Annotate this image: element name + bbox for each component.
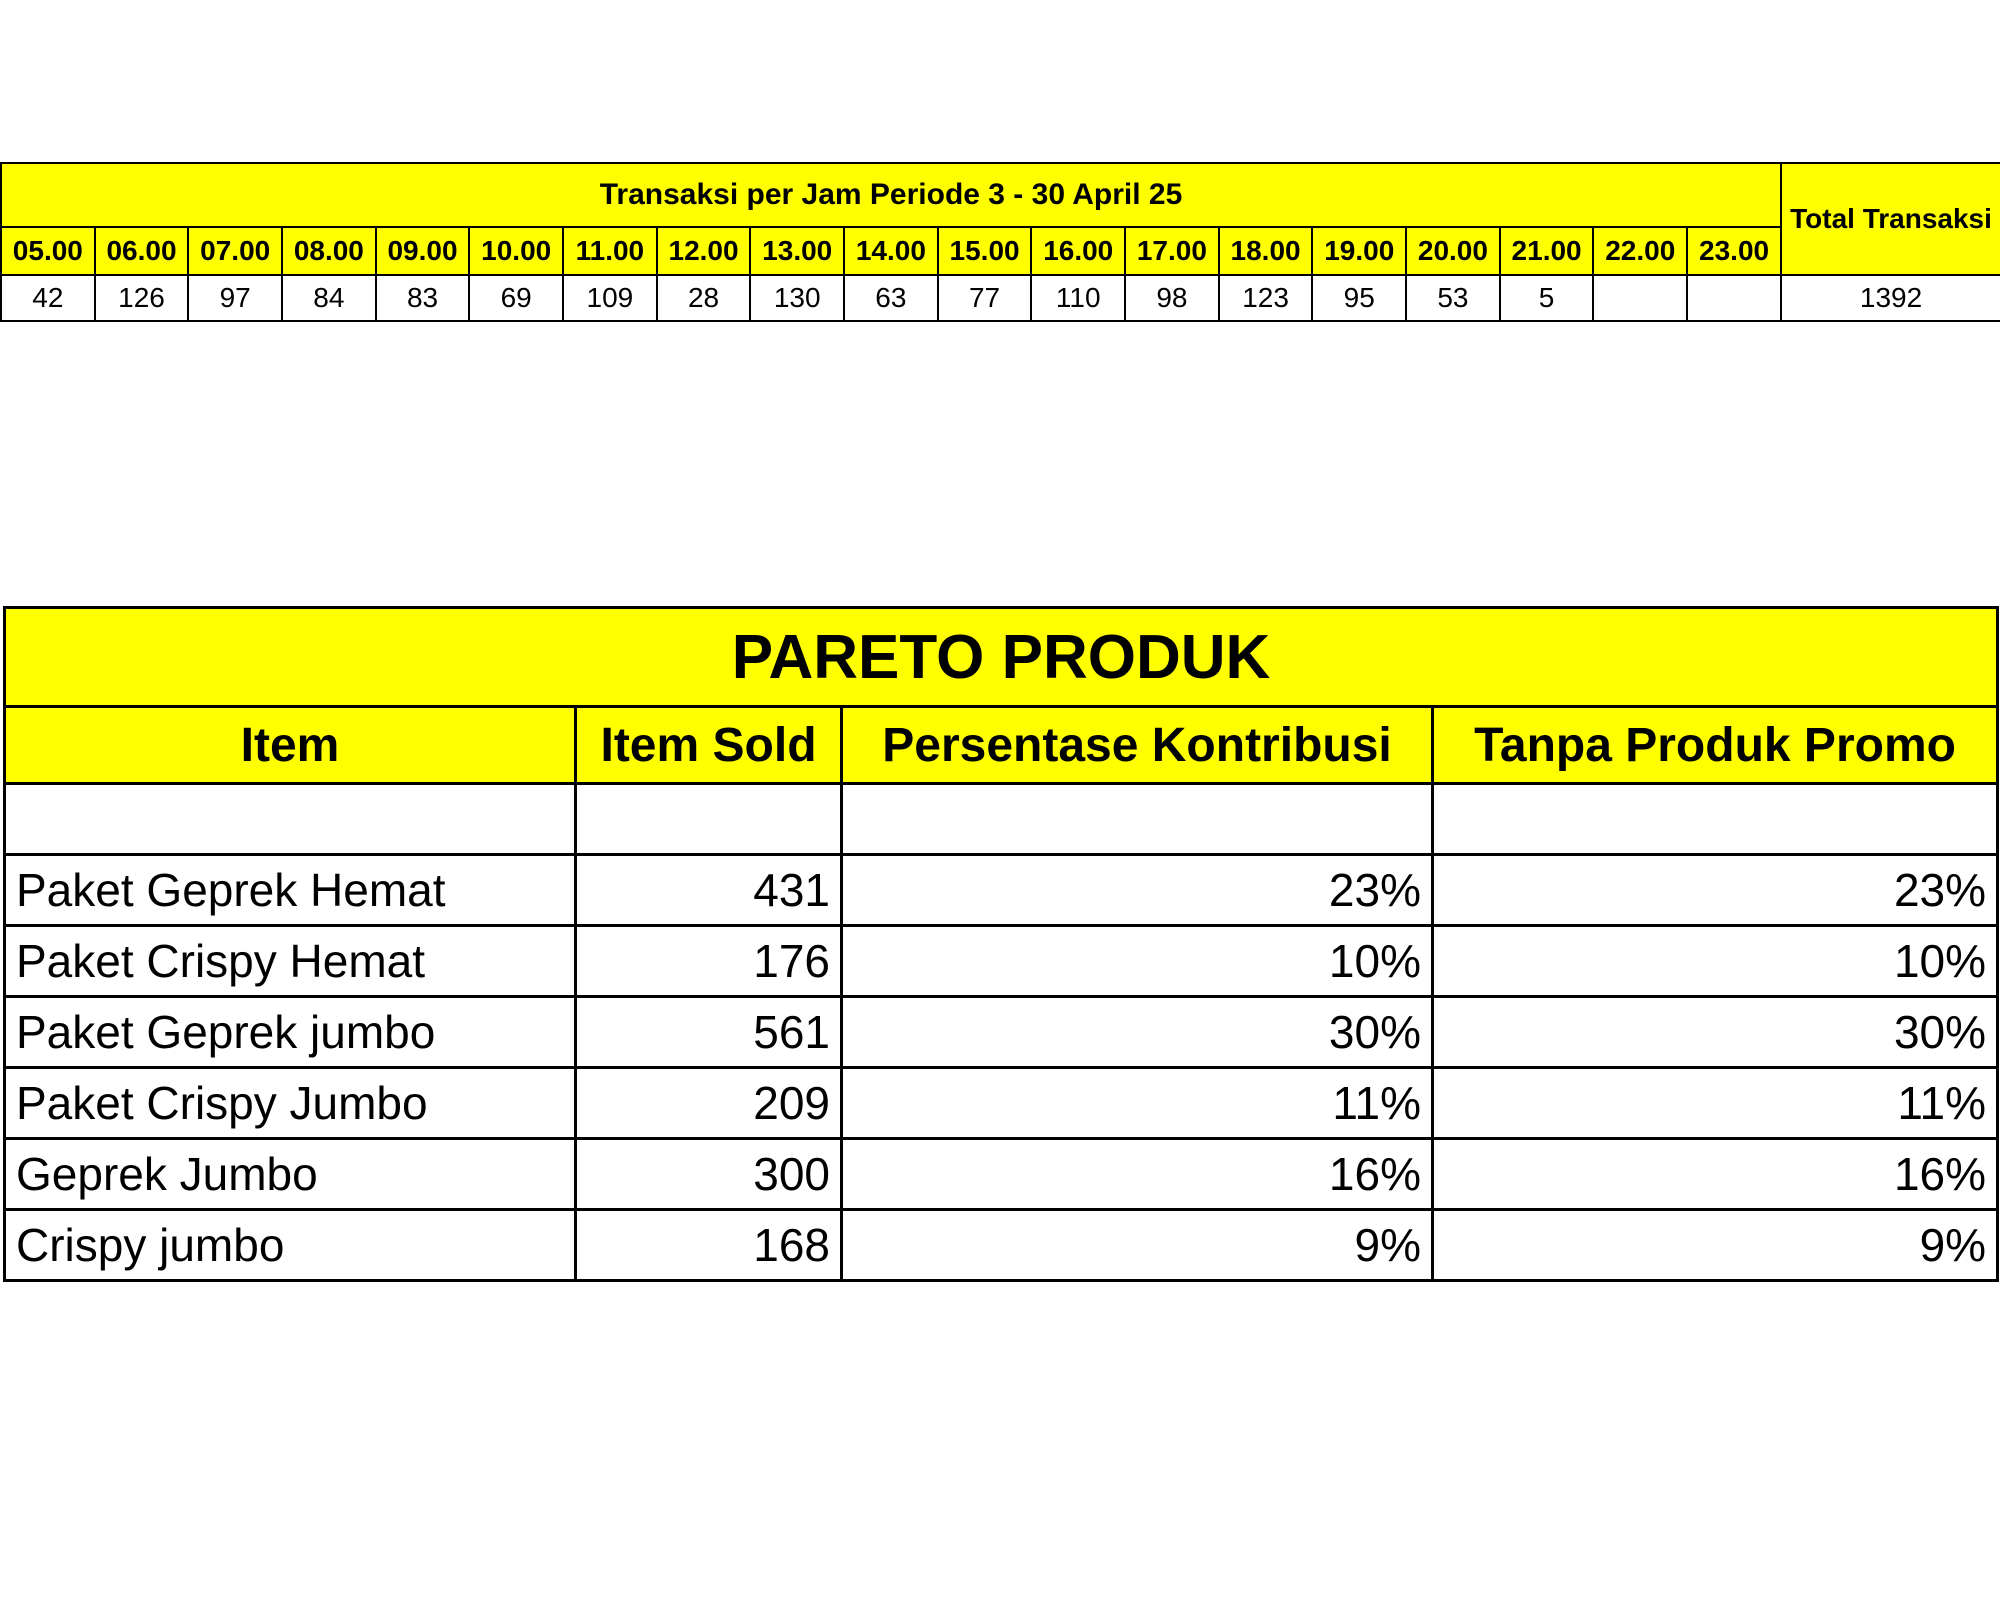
persentase-cell: 23% [842, 855, 1433, 926]
hour-header-cell: 09.00 [376, 227, 470, 275]
hour-value-cell: 53 [1406, 275, 1500, 321]
tanpa-promo-cell: 9% [1433, 1210, 1998, 1281]
table-row [5, 1068, 1998, 1139]
hour-header-cell: 08.00 [282, 227, 376, 275]
item-name-cell: Crispy jumbo [5, 1210, 576, 1281]
table-row [5, 1139, 1998, 1210]
hour-header-cell: 18.00 [1219, 227, 1313, 275]
item-name-cell: Paket Geprek Hemat [5, 855, 576, 926]
hour-header-cell: 21.00 [1500, 227, 1594, 275]
hour-value-cell: 126 [95, 275, 189, 321]
header-persentase-kontribusi: Persentase Kontribusi [842, 707, 1433, 784]
hour-header-cell: 19.00 [1312, 227, 1406, 275]
hour-value-cell: 130 [750, 275, 844, 321]
hourly-title-row [1, 163, 2000, 227]
hour-header-cell: 12.00 [657, 227, 751, 275]
item-sold-cell: 561 [576, 997, 842, 1068]
hour-value-cell: 109 [563, 275, 657, 321]
tanpa-promo-cell: 23% [1433, 855, 1998, 926]
hour-header-cell: 17.00 [1125, 227, 1219, 275]
hour-value-cell [1687, 275, 1781, 321]
hour-header-cell: 05.00 [1, 227, 95, 275]
persentase-cell: 16% [842, 1139, 1433, 1210]
item-name-cell: Paket Crispy Hemat [5, 926, 576, 997]
hour-header-cell: 22.00 [1593, 227, 1687, 275]
hour-value-cell: 28 [657, 275, 751, 321]
hour-header-cell: 07.00 [188, 227, 282, 275]
hour-header-cell: 11.00 [563, 227, 657, 275]
pareto-body [5, 855, 1998, 1281]
hour-value-cell: 42 [1, 275, 95, 321]
hour-header-cell: 14.00 [844, 227, 938, 275]
hourly-table-title: Transaksi per Jam Periode 3 - 30 April 25 [1, 163, 1781, 227]
persentase-cell: 10% [842, 926, 1433, 997]
tanpa-promo-cell: 16% [1433, 1139, 1998, 1210]
item-name-cell: Paket Crispy Jumbo [5, 1068, 576, 1139]
hour-value-cell: 110 [1031, 275, 1125, 321]
header-tanpa-produk-promo: Tanpa Produk Promo [1433, 707, 1998, 784]
empty-cell [5, 784, 576, 855]
persentase-cell: 30% [842, 997, 1433, 1068]
item-sold-cell: 431 [576, 855, 842, 926]
total-transaksi-header: Total Transaksi [1781, 163, 2000, 275]
item-sold-cell: 176 [576, 926, 842, 997]
hour-header-cell: 16.00 [1031, 227, 1125, 275]
tanpa-promo-cell: 30% [1433, 997, 1998, 1068]
pareto-empty-row [5, 784, 1998, 855]
hour-header-cell: 13.00 [750, 227, 844, 275]
pareto-title: PARETO PRODUK [5, 608, 1998, 707]
item-sold-cell: 300 [576, 1139, 842, 1210]
table-row [5, 997, 1998, 1068]
hour-value-cell: 69 [469, 275, 563, 321]
empty-cell [576, 784, 842, 855]
table-row [5, 926, 1998, 997]
hour-value-row [1, 275, 2000, 321]
item-name-cell: Paket Geprek jumbo [5, 997, 576, 1068]
persentase-cell: 9% [842, 1210, 1433, 1281]
pareto-produk-table [3, 606, 1999, 1282]
header-item-sold: Item Sold [576, 707, 842, 784]
hour-header-cell: 06.00 [95, 227, 189, 275]
table-row [5, 1210, 1998, 1281]
hour-value-cell: 77 [938, 275, 1032, 321]
hour-value-cell: 83 [376, 275, 470, 321]
header-item: Item [5, 707, 576, 784]
hour-value-cell: 84 [282, 275, 376, 321]
table-row [5, 855, 1998, 926]
item-sold-cell: 168 [576, 1210, 842, 1281]
persentase-cell: 11% [842, 1068, 1433, 1139]
hour-header-cell: 15.00 [938, 227, 1032, 275]
hour-value-cell: 97 [188, 275, 282, 321]
tanpa-promo-cell: 11% [1433, 1068, 1998, 1139]
empty-cell [1433, 784, 1998, 855]
empty-cell [842, 784, 1433, 855]
hour-header-cell: 23.00 [1687, 227, 1781, 275]
hour-value-cell: 95 [1312, 275, 1406, 321]
tanpa-promo-cell: 10% [1433, 926, 1998, 997]
hour-value-cell: 5 [1500, 275, 1594, 321]
hour-header-cell: 20.00 [1406, 227, 1500, 275]
item-name-cell: Geprek Jumbo [5, 1139, 576, 1210]
hour-value-cell: 98 [1125, 275, 1219, 321]
hour-value-cell: 123 [1219, 275, 1313, 321]
hour-header-cell: 10.00 [469, 227, 563, 275]
item-sold-cell: 209 [576, 1068, 842, 1139]
pareto-header-row [5, 707, 1998, 784]
pareto-title-row [5, 608, 1998, 707]
hourly-transactions-table [0, 162, 2000, 322]
total-transaksi-value: 1392 [1781, 275, 2000, 321]
hour-header-row [1, 227, 2000, 275]
hour-value-cell: 63 [844, 275, 938, 321]
hour-value-cell [1593, 275, 1687, 321]
